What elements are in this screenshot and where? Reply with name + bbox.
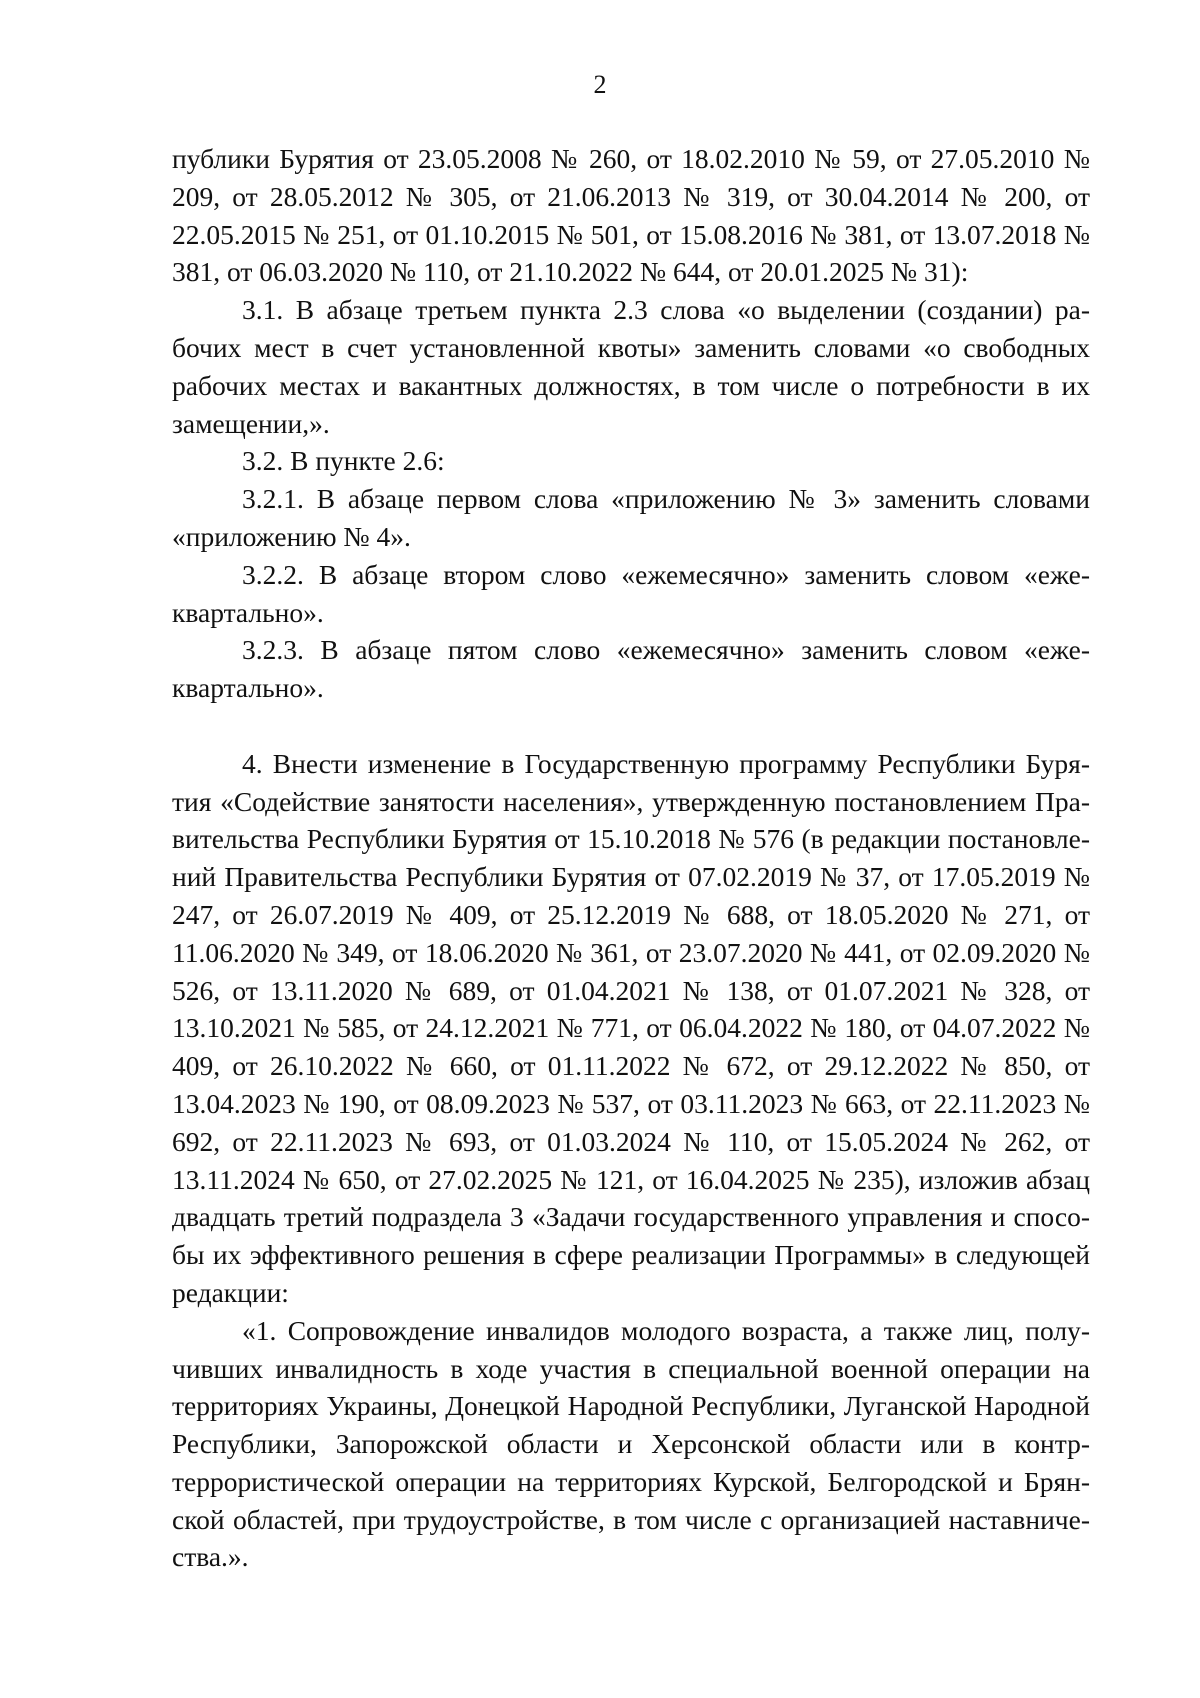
paragraph-item-3-2: 3.2. В пункте 2.6: <box>242 445 445 477</box>
page-number: 2 <box>593 70 607 99</box>
document-body <box>172 140 1090 1576</box>
paragraph-item-3-2-1: 3.2.1. В абзаце первом слова «приложению № 3» заменить словами «приложению № 4». <box>172 483 1090 552</box>
paragraph-quoted-new-text: «1. Сопровождение инвалидов молодого возраста, а также лиц, получивших инвалидность в ходе участия в специальной военной операции на территориях Украины, Донецкой Народной Республики, Луганской Народной Республики, Запорожской области и Херсонской области или в контртеррористической операции на территориях Курской, Белгородской и Брянской областей, при трудоустройстве, в том числе с организацией наставничества.». <box>172 1314 1090 1573</box>
paragraph-spacer <box>172 707 1090 745</box>
paragraph-item-3-2-3: 3.2.3. В абзаце пятом слово «ежемесячно» заменить словом «ежеквартально». <box>172 634 1090 704</box>
paragraph-item-4: 4. Внести изменение в Государственную программу Республики Бурятия «Содействие занятости населения», утвержденную постановлением Правительства Республики Бурятия от 15.10.2018 № 576 (в редакции постановлений Правительства Республики Бурятия от 07.02.2019 № 37, от 17.05.2019 № 247, от 26.07.2019 № 409, от 25.12.2019 № 688, от 18.05.2020 № 271, от 11.06.2020 № 349, от 18.06.2020 № 361, от 23.07.2020 № 441, от 02.09.2020 № 526, от 13.11.2020 № 689, от 01.04.2021 № 138, от 01.07.2021 № 328, от 13.10.2021 № 585, от 24.12.2021 № 771, от 06.04.2022 № 180, от 04.07.2022 № 409, от 26.10.2022 № 660, от 01.11.2022 № 672, от 29.12.2022 № 850, от 13.04.2023 № 190, от 08.09.2023 № 537, от 03.11.2023 № 663, от 22.11.2023 № 692, от 22.11.2023 № 693, от 01.03.2024 № 110, от 15.05.2024 № 262, от 13.11.2024 № 650, от 27.02.2025 № 121, от 16.04.2025 № 235), изложив абзац двадцать третий подраздела 3 «Задачи государственного управления и способы их эффективного решения в сфере реализации Программы» в следующей редакции: <box>172 747 1090 1308</box>
paragraph-amendment-list-continuation: публики Бурятия от 23.05.2008 № 260, от 18.02.2010 № 59, от 27.05.2010 № 209, от 28.05.2012 № 305, от 21.06.2013 № 319, от 30.04.2014 № 200, от 22.05.2015 № 251, от 01.10.2015 № 501, от 15.08.2016 № 381, от 13.07.2018 № 381, от 06.03.2020 № 110, от 21.10.2022 № 644, от 20.01.2025 № 31): <box>172 143 1090 288</box>
paragraph-item-3-2-2: 3.2.2. В абзаце втором слово «ежемесячно» заменить словом «ежеквартально». <box>172 558 1090 628</box>
paragraph-item-3-1: 3.1. В абзаце третьем пункта 2.3 слова «о выделении (создании) рабочих мест в счет установленной квоты» заменить словами «о свободных рабочих местах и вакантных должностях, в том числе о потребности в их замещении,». <box>172 294 1090 439</box>
